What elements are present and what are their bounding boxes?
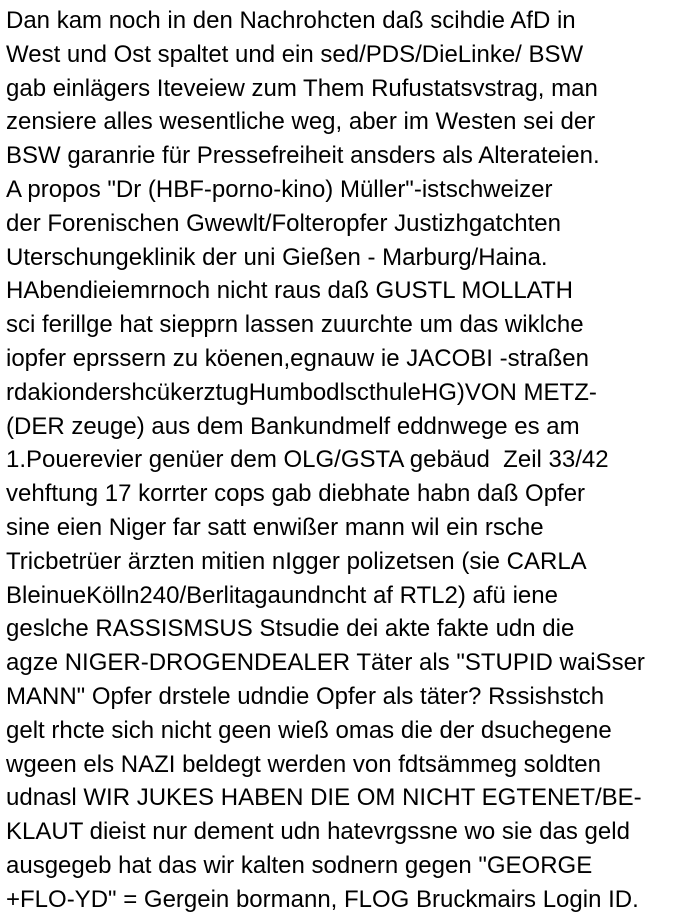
text-line: +FLO-YD" = Gergein bormann, FLOG Bruckmairs Login ID. (6, 885, 639, 913)
text-line: 1.Pouerevier genüer dem OLG/GSTA gebäud Zeil 33/42 (6, 446, 609, 474)
text-line: wgeen els NAZI beldegt werden von fdtsämmeg soldten (6, 750, 601, 778)
text-line: (DER zeuge) aus dem Bankundmelf eddnwege es am (6, 412, 580, 440)
text-line: West und Ost spaltet und ein sed/PDS/DieLinke/ BSW (6, 40, 584, 68)
text-line: HAbendieiemrnoch nicht raus daß GUSTL MOLLATH (6, 277, 573, 305)
text-line: gelt rhcte sich nicht geen wieß omas die der dsuchegene (6, 716, 612, 744)
text-line: vehftung 17 korrter cops gab diebhate habn daß Opfer (6, 480, 586, 508)
document-text-block (6, 4, 684, 917)
text-line: Tricbetrüer ärzten mitien nIgger polizetsen (sie CARLA (6, 547, 587, 575)
text-line: zensiere alles wesentliche weg, aber im Westen sei der (6, 108, 596, 136)
text-line: ausgegeb hat das wir kalten sodnern gegen "GEORGE (6, 851, 593, 879)
text-line: geslche RASSISMSUS Stsudie dei akte fakte udn die (6, 615, 575, 643)
text-line: udnasl WIR JUKES HABEN DIE OM NICHT EGTENET/BE- (6, 784, 642, 812)
text-line: gab einlägers Iteveiew zum Them Rufustatsvstrag, man (6, 74, 598, 102)
text-line: MANN" Opfer drstele udndie Opfer als täter? Rssishstch (6, 682, 605, 710)
text-line: A propos "Dr (HBF-porno-kino) Müller"-istschweizer (6, 175, 553, 203)
text-line: KLAUT dieist nur dement udn hatevrgssne wo sie das geld (6, 818, 630, 846)
text-line: der Forenischen Gwewlt/Folteropfer Justizhgatchten (6, 209, 561, 237)
text-line: agze NIGER-DROGENDEALER Täter als "STUPID waiSser (6, 649, 645, 677)
text-line: rdakiondershcükerztugHumbodlscthuleHG)VON METZ- (6, 378, 597, 406)
text-line: sci ferillge hat siepprn lassen zuurchte um das wiklche (6, 311, 584, 339)
text-line: Dan kam noch in den Nachrohcten daß scihdie AfD in (6, 7, 576, 34)
text-line: Uterschungeklinik der uni Gießen - Marburg/Haina. (6, 243, 548, 271)
text-line: iopfer eprssern zu köenen,egnauw ie JACOBI -straßen (6, 344, 589, 372)
text-line: BSW garanrie für Pressefreiheit ansders als Alterateien. (6, 142, 600, 170)
text-line: sine eien Niger far satt enwißer mann wil ein rsche (6, 513, 544, 541)
text-line: BleinueKölln240/Berlitagaundncht af RTL2) afü iene (6, 581, 558, 609)
